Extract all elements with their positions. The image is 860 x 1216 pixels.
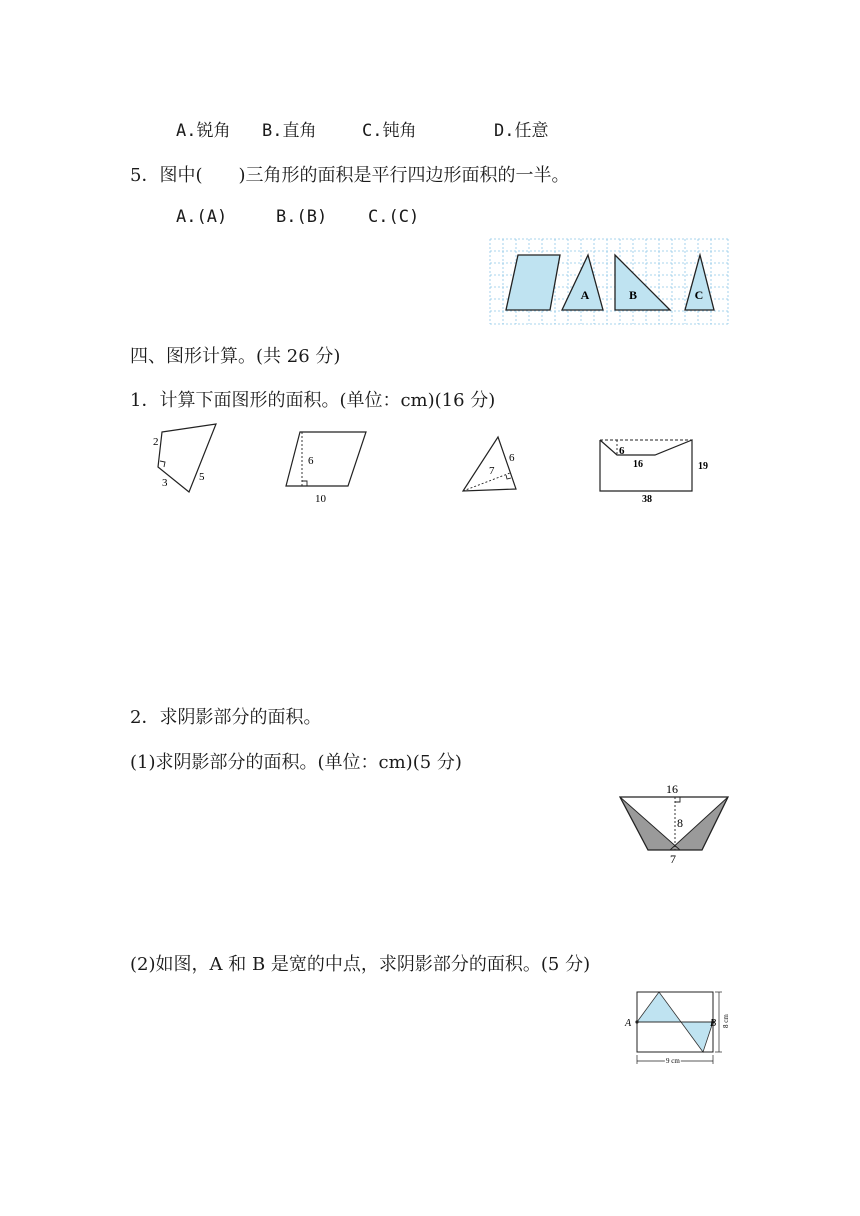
q2-sub2-text bbox=[130, 950, 590, 976]
q4-option-a: A.锐角 bbox=[176, 121, 231, 141]
q5-option-c: C.(C) bbox=[368, 207, 420, 227]
q5-stem: 5．图中( )三角形的面积是平行四边形面积的一半。 bbox=[130, 165, 570, 186]
q4-option-c: C.钝角 bbox=[362, 121, 417, 141]
label-b: B bbox=[628, 288, 638, 302]
q4-option-d: D.任意 bbox=[494, 121, 549, 141]
q2-sub1-trapezoid-figure bbox=[616, 780, 732, 868]
q1-text: 1．计算下面图形的面积。(单位：cm)(16 分) bbox=[130, 390, 496, 411]
fig4-label-6: 6 bbox=[619, 445, 625, 457]
fig1-label-3: 3 bbox=[162, 477, 168, 489]
label-a: A bbox=[580, 288, 590, 302]
sub2-label-9cm: 9 cm bbox=[666, 1057, 680, 1065]
q1-figure-composite bbox=[596, 436, 714, 504]
q2-text: 2．求阴影部分的面积。 bbox=[130, 707, 322, 728]
fig1-label-2: 2 bbox=[153, 436, 159, 448]
fig2-label-6: 6 bbox=[308, 455, 314, 467]
sub2-label-8cm: 8 cm bbox=[722, 1014, 730, 1028]
sub2-label-a: A bbox=[625, 1018, 632, 1029]
fig4-label-38: 38 bbox=[642, 494, 652, 504]
q4-option-b: B.直角 bbox=[262, 121, 317, 141]
shaded-top-triangle bbox=[637, 992, 681, 1022]
fig3-label-6: 6 bbox=[509, 452, 515, 464]
q5-grid-figure bbox=[489, 238, 729, 326]
fig1-label-5: 5 bbox=[199, 471, 205, 483]
sub2-label-b: B bbox=[710, 1018, 717, 1029]
q1-figure-triangle bbox=[460, 433, 522, 495]
label-c: C bbox=[694, 288, 704, 302]
q5-option-b: B.(B) bbox=[276, 207, 328, 227]
q2-sub2-rectangle-figure bbox=[622, 986, 730, 1070]
sub1-label-8: 8 bbox=[677, 816, 683, 830]
shaded-bottom-triangle bbox=[681, 1022, 713, 1052]
q2-sub2-label: (2)如图，A 和 B 是宽的中点，求阴影部分的面积。(5 分) bbox=[130, 954, 591, 975]
sub1-label-16: 16 bbox=[666, 782, 678, 796]
fig3-label-7: 7 bbox=[489, 465, 495, 477]
fig2-label-10: 10 bbox=[315, 493, 326, 505]
fig4-label-16: 16 bbox=[633, 459, 643, 470]
section-heading: 四、图形计算。(共 26 分) bbox=[130, 346, 341, 367]
q1-figure-quadrilateral bbox=[145, 420, 225, 495]
sub1-label-7: 7 bbox=[670, 852, 676, 866]
q5-option-a: A.(A) bbox=[176, 207, 228, 227]
fig4-label-19: 19 bbox=[698, 461, 708, 472]
q2-sub1-text: (1)求阴影部分的面积。(单位：cm)(5 分) bbox=[130, 752, 462, 773]
q1-figure-parallelogram bbox=[282, 428, 372, 506]
